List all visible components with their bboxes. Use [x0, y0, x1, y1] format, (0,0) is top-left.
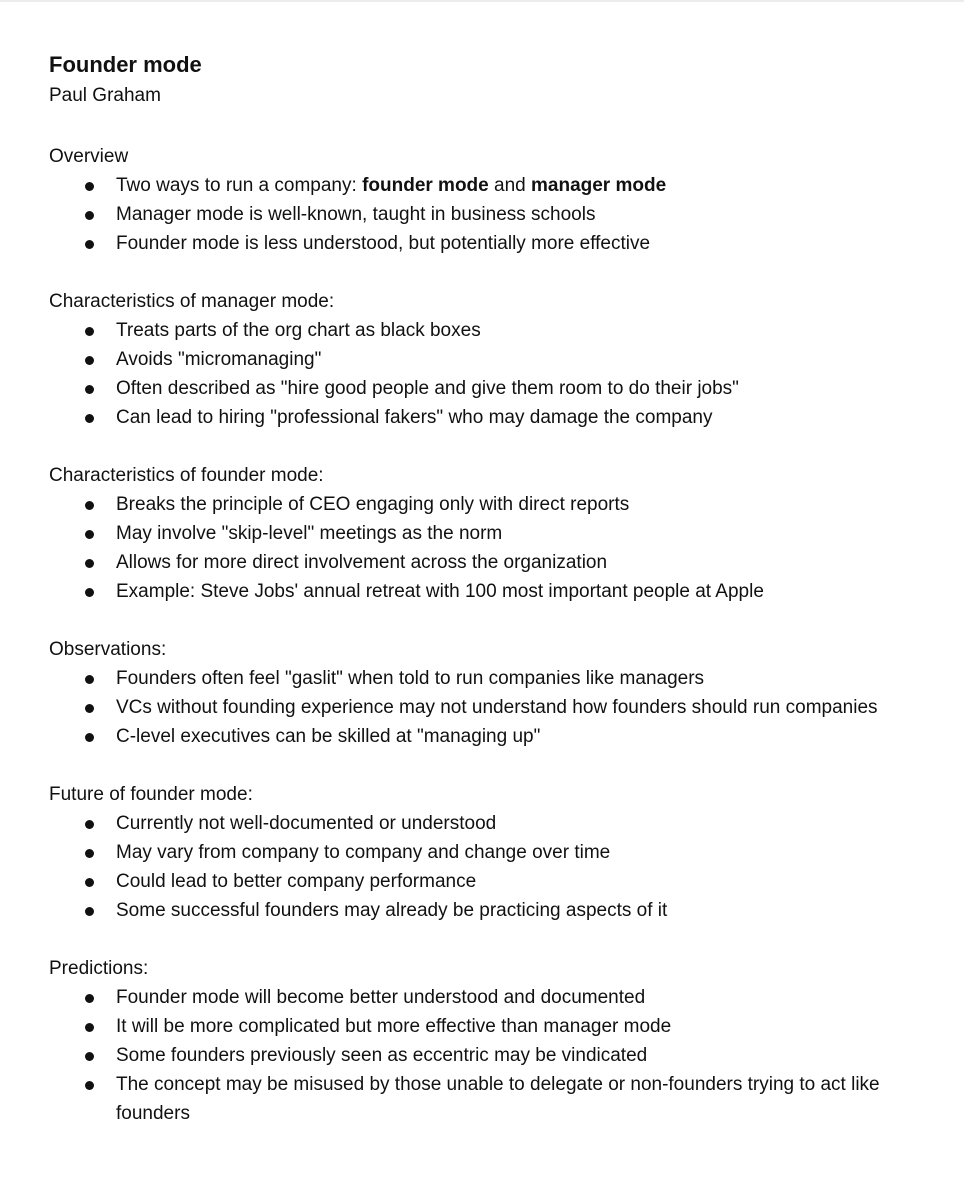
bullet-item: [49, 229, 906, 258]
bullet-text: [116, 581, 764, 602]
bullet-item: [49, 1012, 906, 1041]
bullet-item: [49, 1070, 906, 1128]
text-segment: May vary from company to company and change over time: [116, 842, 611, 863]
bullet-dot-icon: [85, 1052, 94, 1061]
bullet-item: [49, 983, 906, 1012]
bullet-item: [49, 809, 906, 838]
bullet-text: [116, 1074, 880, 1124]
text-segment: C-level executives can be skilled at "managing up": [116, 726, 541, 747]
text-segment: Often described as "hire good people and give them room to do their jobs": [116, 378, 739, 399]
section-heading: Overview: [49, 146, 129, 167]
bullet-text: [116, 900, 667, 921]
bullet-item: [49, 490, 906, 519]
text-segment: Some successful founders may already be practicing aspects of it: [116, 900, 668, 921]
bullet-text: [116, 175, 666, 196]
text-segment: Currently not well-documented or understood: [116, 813, 497, 834]
bullet-item: [49, 693, 906, 722]
bullet-dot-icon: [85, 211, 94, 220]
bullet-dot-icon: [85, 820, 94, 829]
bullet-dot-icon: [85, 182, 94, 191]
bold-term: manager mode: [531, 175, 667, 196]
bullet-item: [49, 548, 906, 577]
document-author: Paul Graham: [49, 85, 161, 106]
bullet-text: [116, 871, 476, 892]
text-segment: Some founders previously seen as eccentric may be vindicated: [116, 1045, 648, 1066]
bullet-dot-icon: [85, 240, 94, 249]
bullet-text: [116, 987, 645, 1008]
bullet-item: [49, 171, 906, 200]
text-segment: Can lead to hiring "professional fakers" who may damage the company: [116, 407, 713, 428]
section: [49, 954, 919, 1128]
bullet-dot-icon: [85, 733, 94, 742]
bullet-item: [49, 374, 906, 403]
bullet-item: [49, 867, 906, 896]
bullet-dot-icon: [85, 849, 94, 858]
bullet-item: [49, 403, 906, 432]
text-segment: It will be more complicated but more effective than manager mode: [116, 1016, 672, 1037]
bullet-text: [116, 407, 712, 428]
bullet-dot-icon: [85, 588, 94, 597]
text-segment: Founder mode will become better understood and documented: [116, 987, 646, 1008]
bullet-dot-icon: [85, 994, 94, 1003]
bullet-item: [49, 345, 906, 374]
text-segment: May involve "skip-level" meetings as the norm: [116, 523, 503, 544]
bullet-text: [116, 552, 607, 573]
text-segment: Avoids "micromanaging": [116, 349, 322, 370]
bullet-list: [49, 171, 919, 258]
bullet-item: [49, 200, 906, 229]
bullet-item: [49, 316, 906, 345]
text-segment: Could lead to better company performance: [116, 871, 477, 892]
bullet-text: [116, 813, 496, 834]
section: [49, 635, 919, 751]
bullet-text: [116, 668, 704, 689]
bullet-dot-icon: [85, 1081, 94, 1090]
bullet-list: [49, 664, 919, 751]
bullet-dot-icon: [85, 1023, 94, 1032]
bullet-dot-icon: [85, 385, 94, 394]
bullet-text: [116, 523, 502, 544]
bullet-text: [116, 697, 878, 718]
document-sections: [49, 142, 919, 1128]
text-segment: Founder mode is less understood, but potentially more effective: [116, 233, 651, 254]
document-title: Founder mode: [49, 52, 202, 77]
text-segment: Manager mode is well-known, taught in business schools: [116, 204, 596, 225]
section: [49, 287, 919, 432]
bullet-dot-icon: [85, 704, 94, 713]
bullet-text: [116, 1045, 647, 1066]
section-heading: Future of founder mode:: [49, 784, 253, 805]
bullet-text: [116, 349, 321, 370]
text-segment: Founders often feel "gaslit" when told to run companies like managers: [116, 668, 705, 689]
bullet-dot-icon: [85, 414, 94, 423]
bullet-item: [49, 1041, 906, 1070]
text-segment: VCs without founding experience may not understand how founders should run companies: [116, 697, 878, 718]
text-segment: Breaks the principle of CEO engaging only with direct reports: [116, 494, 630, 515]
bullet-text: [116, 726, 540, 747]
bullet-item: [49, 838, 906, 867]
bullet-text: [116, 494, 629, 515]
bullet-text: [116, 233, 650, 254]
section: [49, 780, 919, 925]
bullet-dot-icon: [85, 356, 94, 365]
text-segment: Allows for more direct involvement across the organization: [116, 552, 608, 573]
bullet-text: [116, 320, 481, 341]
bullet-dot-icon: [85, 675, 94, 684]
bullet-item: [49, 519, 906, 548]
bullet-item: [49, 664, 906, 693]
bullet-dot-icon: [85, 559, 94, 568]
bullet-text: [116, 1016, 671, 1037]
text-segment: and: [488, 175, 531, 196]
section-heading: Observations:: [49, 639, 167, 660]
section: [49, 142, 919, 258]
section-heading: Characteristics of founder mode:: [49, 465, 324, 486]
text-segment: Example: Steve Jobs' annual retreat with 100 most important people at Apple: [116, 581, 764, 602]
bullet-item: [49, 896, 906, 925]
bullet-list: [49, 490, 919, 606]
bullet-dot-icon: [85, 501, 94, 510]
section-heading: Characteristics of manager mode:: [49, 291, 335, 312]
bullet-item: [49, 577, 906, 606]
bullet-dot-icon: [85, 878, 94, 887]
section-heading: Predictions:: [49, 958, 149, 979]
bullet-text: [116, 204, 595, 225]
bullet-text: [116, 842, 610, 863]
text-segment: Treats parts of the org chart as black boxes: [116, 320, 481, 341]
bullet-list: [49, 316, 919, 432]
bullet-dot-icon: [85, 530, 94, 539]
bold-term: founder mode: [362, 175, 489, 196]
text-segment: The concept may be misused by those unable to delegate or non-founders trying to act like founders: [116, 1074, 880, 1124]
bullet-text: [116, 378, 739, 399]
text-segment: Two ways to run a company:: [116, 175, 363, 196]
section: [49, 461, 919, 606]
bullet-dot-icon: [85, 907, 94, 916]
bullet-list: [49, 983, 919, 1128]
page-top-border: [0, 0, 964, 2]
bullet-dot-icon: [85, 327, 94, 336]
document-body: [49, 50, 919, 1128]
bullet-item: [49, 722, 906, 751]
bullet-list: [49, 809, 919, 925]
